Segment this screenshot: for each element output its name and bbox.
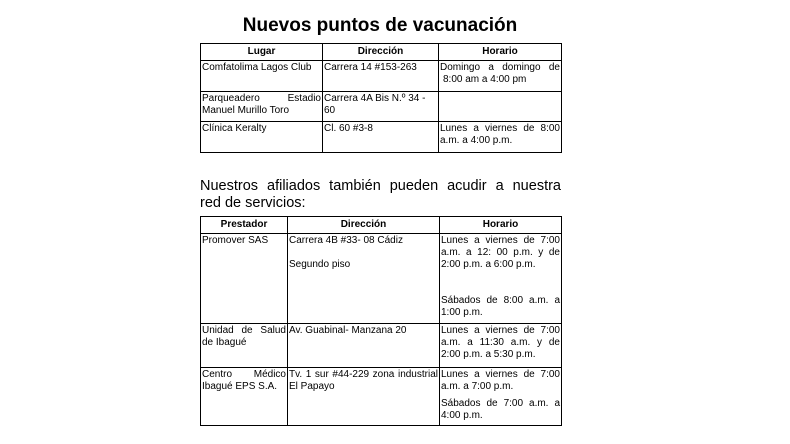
lugar-line: Parqueadero Estadio [202, 93, 321, 104]
lugar-cell [201, 92, 323, 122]
table-row [201, 122, 562, 153]
horario-line: 2:00 p.m. a 6:00 p.m. [441, 259, 536, 270]
direccion-line: Segundo piso [289, 259, 351, 270]
direccion-line: Carrera 4B #33- 08 Cádiz [289, 235, 403, 246]
direccion-cell [288, 234, 440, 324]
prestador-line: Unidad de Salud [202, 325, 286, 336]
horario-line: a.m. a 12: 00 p.m. y de [441, 247, 560, 258]
prestador-cell: Promover SAS [201, 234, 288, 324]
prestador-line: de Ibagué [202, 337, 247, 348]
direccion-cell: Carrera 14 #153-263 [323, 61, 439, 92]
lugar-cell: Clínica Keralty [201, 122, 323, 153]
table-header-row [201, 217, 562, 234]
table-row [201, 368, 562, 426]
horario-line: Sábados de 8:00 a.m. a [441, 295, 560, 306]
horario-line: Sábados de 7:00 a.m. a [441, 398, 560, 409]
intro-line: red de servicios: [200, 195, 306, 211]
horario-line: a.m. a 11:30 a.m. y de [441, 337, 560, 348]
header-lugar: Lugar [201, 44, 323, 61]
direccion-cell: Carrera 4A Bis N.º 34 - 60 [323, 92, 439, 122]
horario-cell [440, 324, 562, 368]
page-title: Nuevos puntos de vacunación [242, 15, 518, 36]
vaccination-points-table [200, 43, 562, 153]
horario-line: 4:00 p.m. [441, 410, 483, 421]
lugar-cell: Comfatolima Lagos Club [201, 61, 323, 92]
horario-line: 1:00 p.m. [441, 307, 483, 318]
lugar-line: Manuel Murillo Toro [202, 105, 290, 116]
intro-line: Nuestros afiliados también pueden acudir a nuestra [200, 178, 561, 194]
horario-line: Domingo a domingo de [440, 62, 560, 73]
table-row [201, 324, 562, 368]
horario-cell [439, 122, 562, 153]
horario-line: Lunes a viernes de 8:00 [440, 123, 560, 134]
header-direccion: Dirección [288, 217, 440, 234]
header-horario: Horario [440, 217, 562, 234]
table-header-row [201, 44, 562, 61]
intro-paragraph [200, 178, 561, 212]
table-row [201, 61, 562, 92]
horario-line: 8:00 am a 4:00 pm [443, 74, 527, 85]
prestador-line: Centro Médico [202, 369, 286, 380]
header-direccion: Dirección [323, 44, 439, 61]
horario-line: a.m. a 7:00 p.m. [441, 381, 514, 392]
horario-line: a.m. a 4:00 p.m. [440, 135, 513, 146]
service-network-table [200, 216, 562, 426]
direccion-line: El Papayo [289, 381, 335, 392]
horario-line: Lunes a viernes de 7:00 [441, 369, 560, 380]
prestador-line: Ibagué EPS S.A. [202, 381, 278, 392]
prestador-cell [201, 324, 288, 368]
horario-cell [439, 92, 562, 122]
direccion-line: Tv. 1 sur #44-229 zona industrial [289, 369, 438, 380]
horario-line: Lunes a viernes de 7:00 [441, 325, 560, 336]
direccion-cell: Cl. 60 #3-8 [323, 122, 439, 153]
prestador-cell [201, 368, 288, 426]
direccion-cell [288, 368, 440, 426]
header-prestador: Prestador [201, 217, 288, 234]
direccion-cell: Av. Guabinal- Manzana 20 [288, 324, 440, 368]
header-horario: Horario [439, 44, 562, 61]
horario-cell [439, 61, 562, 92]
horario-cell [440, 368, 562, 426]
table-row [201, 92, 562, 122]
horario-line: 2:00 p.m. a 5:30 p.m. [441, 349, 536, 360]
table-row [201, 234, 562, 324]
horario-line: Lunes a viernes de 7:00 [441, 235, 560, 246]
horario-cell [440, 234, 562, 324]
